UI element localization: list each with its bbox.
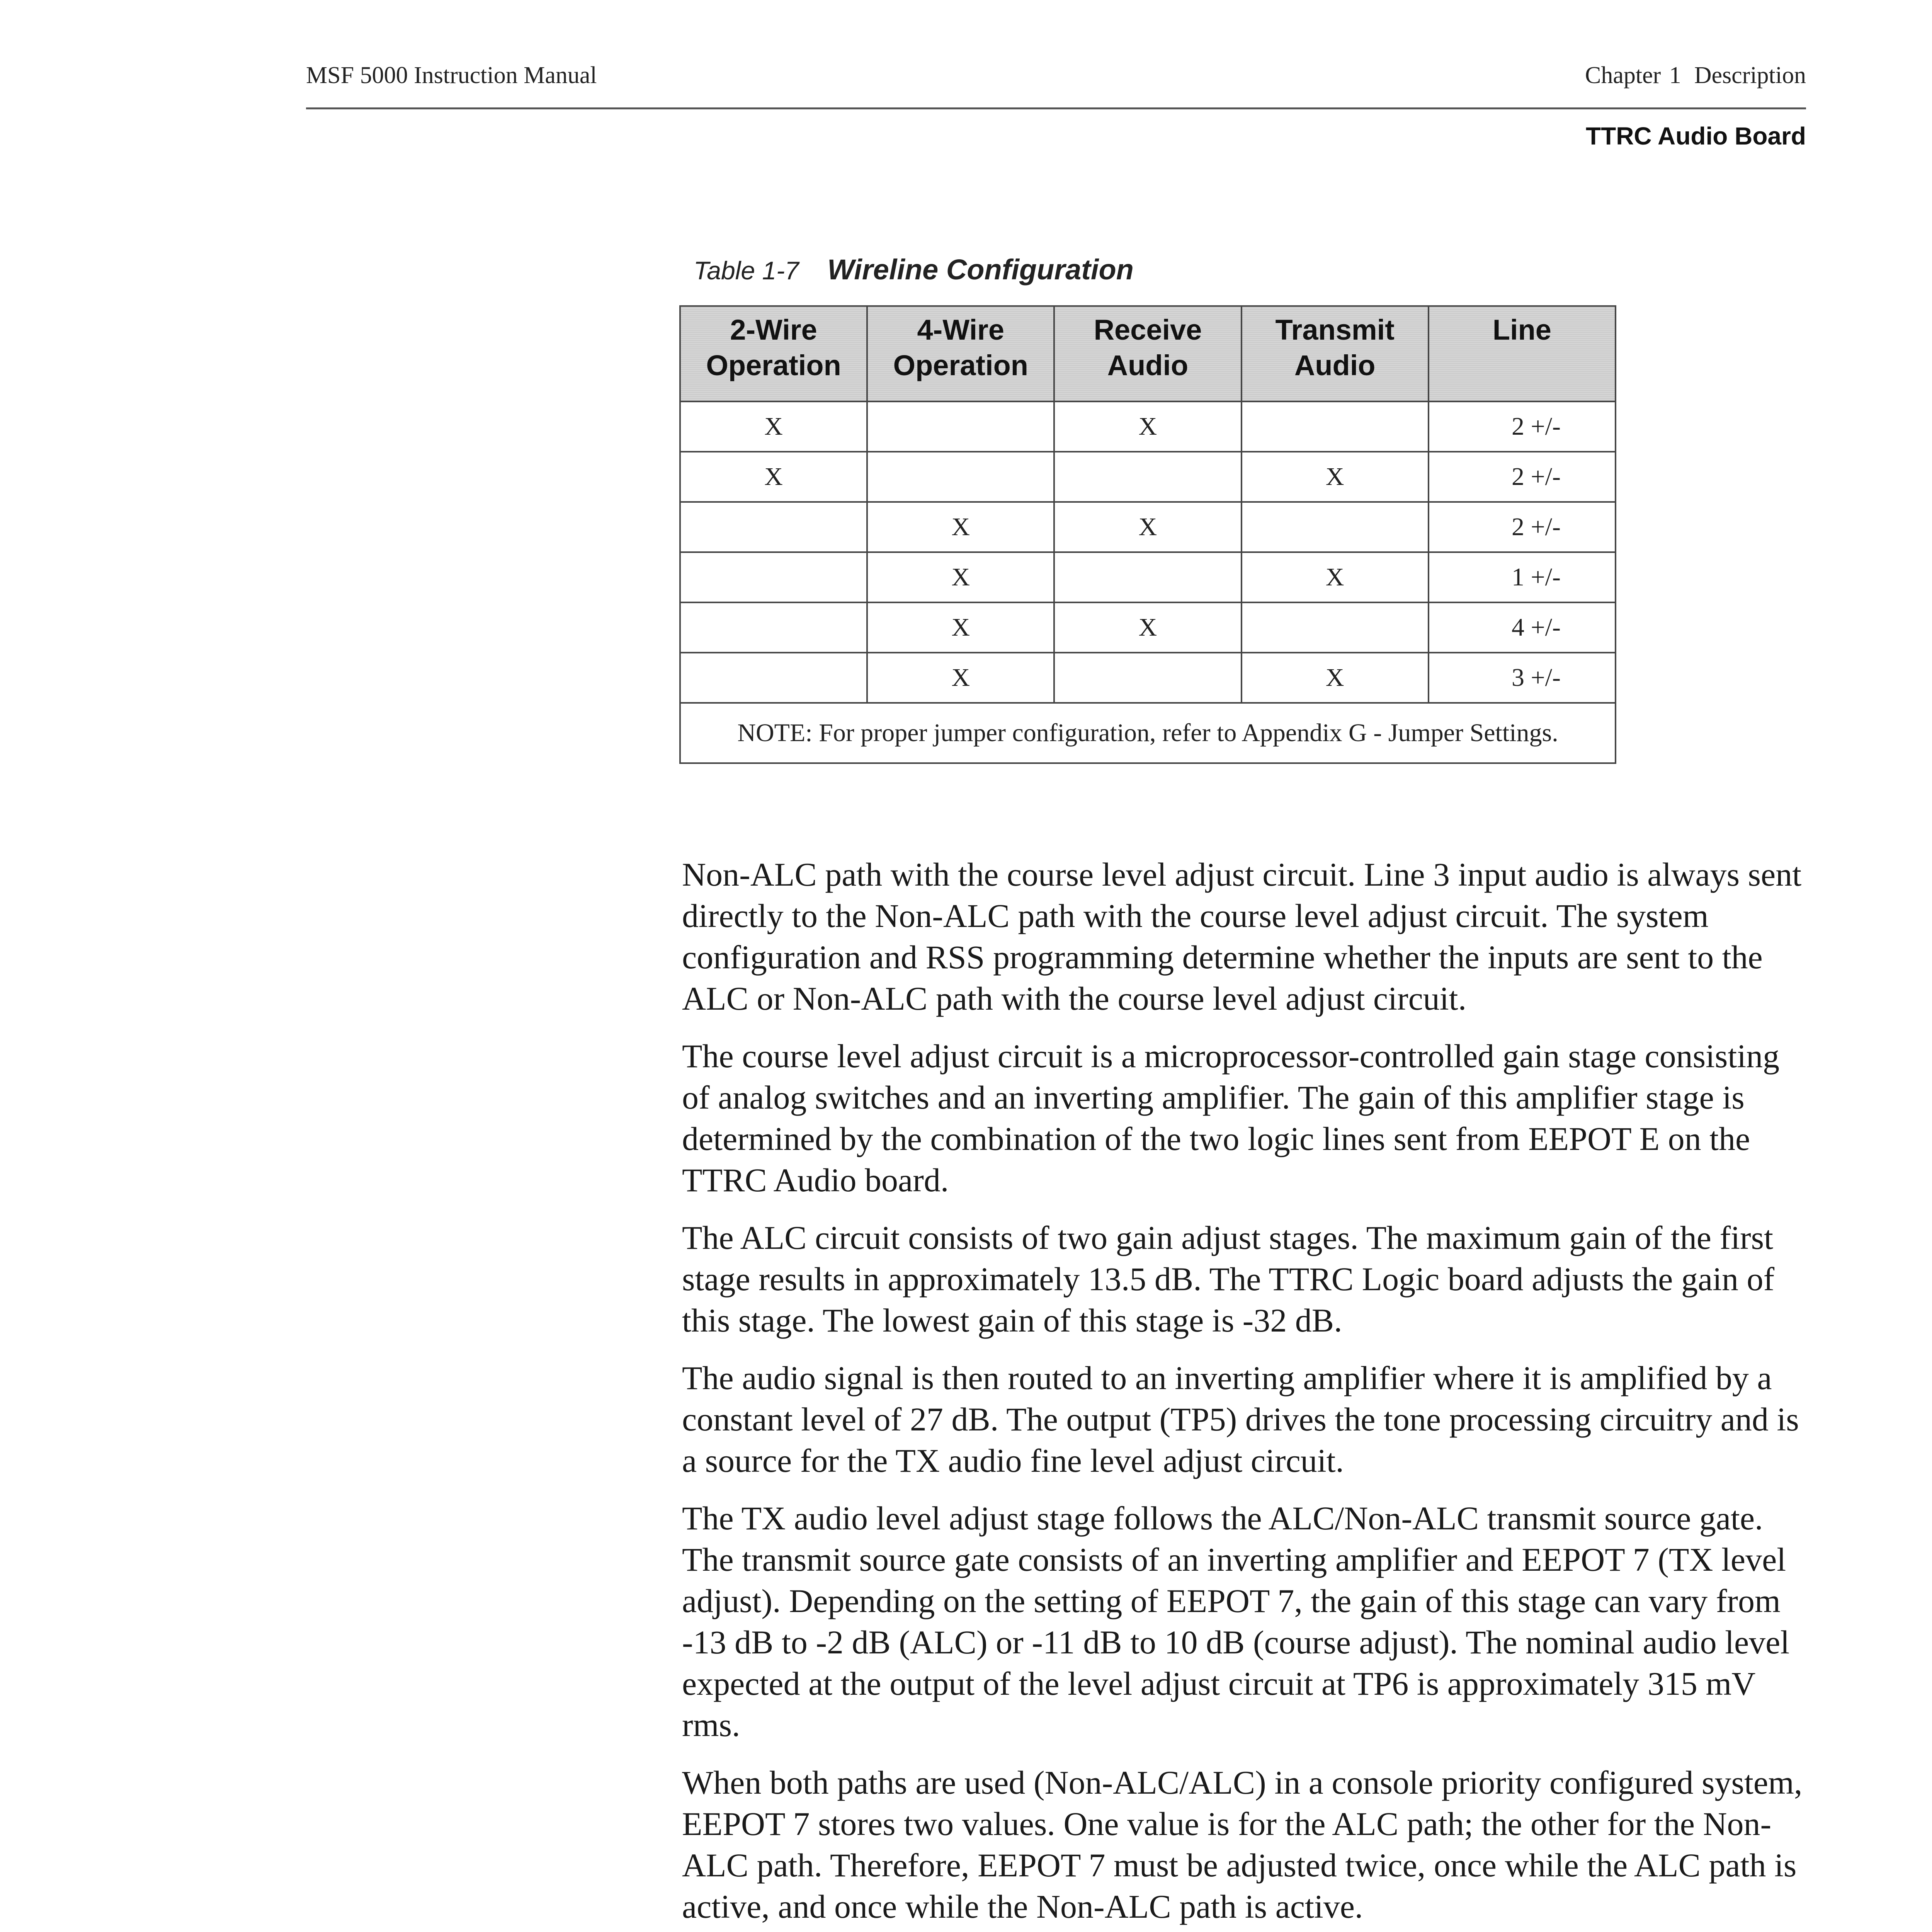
table-cell: X	[1054, 502, 1241, 552]
table-cell	[1054, 452, 1241, 502]
table-cell	[680, 552, 867, 602]
table-cell	[1242, 502, 1429, 552]
table-cell: X	[1054, 602, 1241, 653]
table-cell-line: 2 +/-	[1429, 502, 1616, 552]
table-caption-title: Wireline Configuration	[827, 253, 1134, 286]
table-cell	[1054, 653, 1241, 703]
header-rule	[306, 107, 1806, 109]
table-caption	[694, 253, 1134, 286]
table-row	[680, 552, 1616, 602]
table-cell	[867, 401, 1054, 452]
paragraph: The course level adjust circuit is a microprocessor-controlled gain stage consisting of analog switches and an inverting amplifier. The gain of this amplifier stage is determined by the combination of the two logic lines sent from EEPOT E on the TTRC Audio board.	[682, 1037, 1780, 1199]
table-cell	[680, 502, 867, 552]
table-row	[680, 502, 1616, 552]
column-header-4wire	[867, 306, 1054, 401]
table-cell-line: 2 +/-	[1429, 401, 1616, 452]
column-header-line	[1429, 306, 1616, 401]
paragraph: The audio signal is then routed to an inverting amplifier where it is amplified by a constant level of 27 dB. The output (TP5) drives the tone processing circuitry and is a source for the TX audio fine level adjust circuit.	[682, 1359, 1799, 1479]
body-text	[682, 854, 1810, 1932]
table-row	[680, 602, 1616, 653]
column-header-line1: 2-Wire	[730, 314, 817, 346]
table-cell: X	[867, 502, 1054, 552]
table-cell: X	[867, 552, 1054, 602]
paragraph: The TX audio level adjust stage follows the ALC/Non-ALC transmit source gate. The transmit source gate consists of an inverting amplifier and EEPOT 7 (TX level adjust). Depending on the setting of EEPOT 7, the gain of this stage can vary from -13 dB to -2 dB (ALC) or -11 dB to 10 dB (course adjust). The nominal audio level expected at the output of the level adjust circuit at TP6 is approximately 315 mV rms.	[682, 1500, 1790, 1743]
column-header-receive-audio	[1054, 306, 1241, 401]
column-header-line1: Receive	[1094, 314, 1202, 346]
chapter-title: Description	[1694, 62, 1806, 88]
chapter-label: Chapter 1	[1585, 62, 1681, 88]
table-header-row	[680, 306, 1616, 401]
table-cell: X	[867, 653, 1054, 703]
table-row	[680, 401, 1616, 452]
column-header-line2: Audio	[1107, 349, 1189, 381]
paragraph: Non-ALC path with the course level adjust circuit. Line 3 input audio is always sent directly to the Non-ALC path with the course level adjust circuit. The system configuration and RSS programming determine whether the inputs are sent to the ALC or Non-ALC path with the course level adjust circuit.	[682, 856, 1802, 1017]
table-cell	[680, 602, 867, 653]
chapter-heading	[1585, 62, 1806, 89]
column-header-line2: Operation	[893, 349, 1029, 381]
table-cell	[1242, 602, 1429, 653]
table-cell	[1054, 552, 1241, 602]
table-cell: X	[1242, 552, 1429, 602]
manual-title: MSF 5000 Instruction Manual	[306, 62, 597, 88]
table-caption-number: Table 1-7	[694, 256, 799, 285]
table-cell: X	[680, 452, 867, 502]
table-cell: X	[1054, 401, 1241, 452]
column-header-line2: Audio	[1294, 349, 1376, 381]
table-row	[680, 452, 1616, 502]
table-cell: X	[1242, 653, 1429, 703]
column-header-line1: Line	[1492, 314, 1551, 346]
column-header-line2: Operation	[706, 349, 841, 381]
table-cell-line: 4 +/-	[1429, 602, 1616, 653]
column-header-line1: Transmit	[1275, 314, 1395, 346]
table-row	[680, 653, 1616, 703]
column-header-line1: 4-Wire	[917, 314, 1005, 346]
table-cell-line: 2 +/-	[1429, 452, 1616, 502]
table-cell: X	[680, 401, 867, 452]
table-cell: X	[867, 602, 1054, 653]
paragraph: When both paths are used (Non-ALC/ALC) in a console priority configured system, EEPOT 7 stores two values. One value is for the ALC path; the other for the Non-ALC path. Therefore, EEPOT 7 must be adjusted twice, once while the ALC path is active, and once while the Non-ALC path is active.	[682, 1764, 1803, 1925]
table-cell	[680, 653, 867, 703]
table-cell: X	[1242, 452, 1429, 502]
table-note-row	[680, 703, 1616, 763]
column-header-2wire	[680, 306, 867, 401]
table-cell-line: 3 +/-	[1429, 653, 1616, 703]
table-cell	[1242, 401, 1429, 452]
table-cell	[867, 452, 1054, 502]
section-title: TTRC Audio Board	[1586, 122, 1806, 150]
table-note: NOTE: For proper jumper configuration, refer to Appendix G - Jumper Settings.	[680, 703, 1616, 763]
paragraph: The ALC circuit consists of two gain adjust stages. The maximum gain of the first stage results in approximately 13.5 dB. The TTRC Logic board adjusts the gain of this stage. The lowest gain of this stage is -32 dB.	[682, 1219, 1775, 1339]
wireline-configuration-table	[679, 305, 1616, 764]
column-header-transmit-audio	[1242, 306, 1429, 401]
table-cell-line: 1 +/-	[1429, 552, 1616, 602]
